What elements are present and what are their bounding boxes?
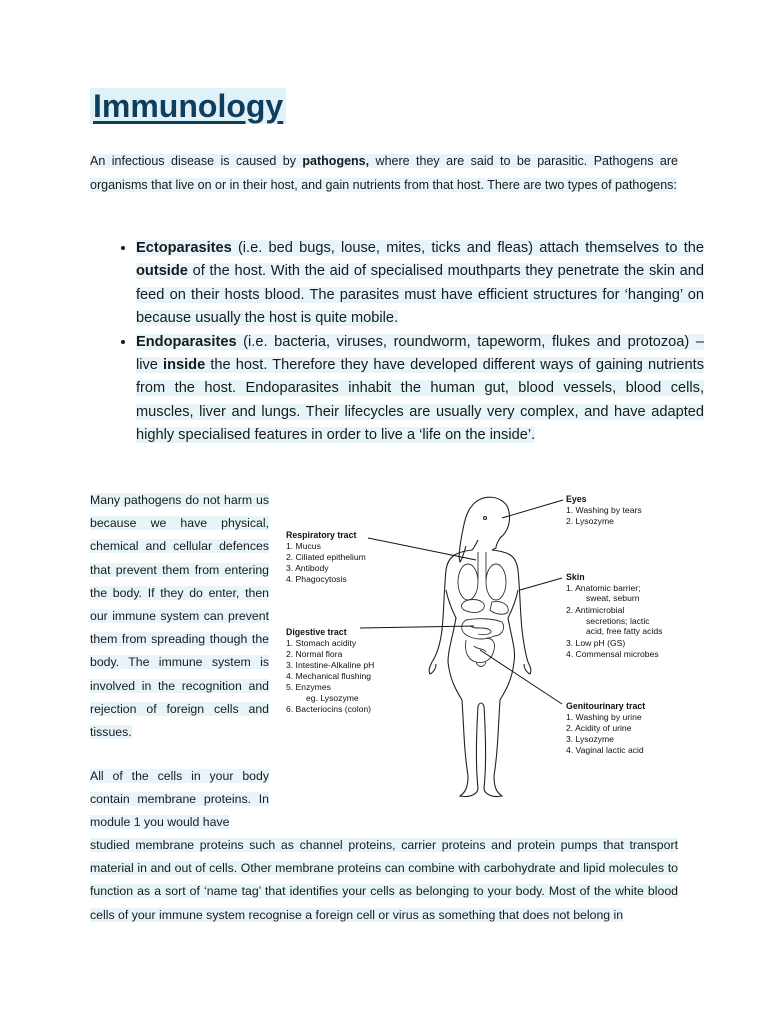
genitourinary-tract-callout [566,701,645,755]
svg-text:Respiratory tract: Respiratory tract [286,530,357,540]
internal-organs [458,552,508,667]
svg-text:eg. Lysozyme: eg. Lysozyme [306,693,359,703]
respiratory-tract-callout [286,530,366,584]
intro-paragraph: An infectious disease is caused by pathogens, where they are said to be parasitic. Pathogens are organisms that live on or in their host, and gain nutrients from that host. There are two types of pathogens: [90,154,678,192]
pointer-lines [360,500,563,704]
svg-text:sweat, seburn: sweat, seburn [586,593,640,603]
svg-text:4. Phagocytosis: 4. Phagocytosis [286,574,347,584]
eyes-callout [566,494,642,526]
svg-text:3. Low pH (GS): 3. Low pH (GS) [566,638,626,648]
list-item-ectoparasites: • Ectoparasites (i.e. bed bugs, louse, mites, ticks and fleas) attach themselves to the outside of the host. With the aid of specialised mouthparts they penetrate the skin and feed on their hosts blood. The parasites must have efficient structures for ‘hanging’ on because usually the host is quite mobile. [136,237,704,331]
svg-text:Genitourinary tract: Genitourinary tract [566,701,646,711]
svg-text:2. Antimicrobial: 2. Antimicrobial [566,605,625,615]
svg-text:3. Intestine-Alkaline pH: 3. Intestine-Alkaline pH [286,660,375,670]
svg-text:1. Mucus: 1. Mucus [286,541,321,551]
svg-text:1. Anatomic barrier;: 1. Anatomic barrier; [566,583,641,593]
svg-text:acid, free fatty acids: acid, free fatty acids [586,626,663,636]
svg-text:6. Bacteriocins (colon): 6. Bacteriocins (colon) [286,704,372,714]
pathogen-types-list [110,237,704,448]
membrane-paragraph-rest: studied membrane proteins such as channel proteins, carrier proteins and protein pumps that transport material in and out of cells. Other membrane proteins can combine with carbohydrate and lipid molecules to function as a sort of ‘name tag’ that identifies your cells as belonging to your body. Most of the white blood cells of your immune system recognise a foreign cell or virus as something that does not belong in [90,838,678,922]
svg-text:3. Antibody: 3. Antibody [286,563,329,573]
human-body-outline [429,497,531,796]
svg-text:4. Vaginal lactic acid: 4. Vaginal lactic acid [566,745,644,755]
svg-text:2. Lysozyme: 2. Lysozyme [566,516,614,526]
svg-text:1. Stomach acidity: 1. Stomach acidity [286,638,357,648]
svg-text:1. Washing by tears: 1. Washing by tears [566,505,642,515]
svg-text:Eyes: Eyes [566,494,587,504]
svg-text:secretions; lactic: secretions; lactic [586,616,650,626]
list-item-endoparasites: • Endoparasites (i.e. bacteria, viruses, roundworm, tapeworm, flukes and protozoa) – live inside the host. Therefore they have developed different ways of gaining nutrients from the host. Endoparasites inhabit the human gut, blood vessels, blood cells, muscles, liver and lungs. Their lifecycles are usually very complex, and have adapted highly specialised features in order to live a ‘life on the inside’. [136,331,704,448]
svg-text:2. Ciliated epithelium: 2. Ciliated epithelium [286,552,366,562]
svg-text:2. Normal flora: 2. Normal flora [286,649,343,659]
svg-text:5. Enzymes: 5. Enzymes [286,682,331,692]
page-title: Immunology [90,88,286,125]
membrane-paragraph-start: All of the cells in your body contain membrane proteins. In module 1 you would have [90,769,269,830]
defences-paragraph: Many pathogens do not harm us because we have physical, chemical and cellular defences that prevent them from entering the body. If they do enter, then our immune system can prevent them from spreading though the body. The immune system is involved in the recognition and rejection of foreign cells and tissues. [90,493,269,740]
svg-text:4. Commensal microbes: 4. Commensal microbes [566,649,659,659]
svg-text:Digestive tract: Digestive tract [286,627,347,637]
svg-text:2. Acidity of urine: 2. Acidity of urine [566,723,632,733]
svg-text:4. Mechanical flushing: 4. Mechanical flushing [286,671,372,681]
svg-text:Skin: Skin [566,572,585,582]
body-defences-figure [280,490,680,808]
svg-text:3. Lysozyme: 3. Lysozyme [566,734,614,744]
svg-text:1. Washing by urine: 1. Washing by urine [566,712,642,722]
skin-callout [566,572,662,659]
digestive-tract-callout [286,627,374,714]
